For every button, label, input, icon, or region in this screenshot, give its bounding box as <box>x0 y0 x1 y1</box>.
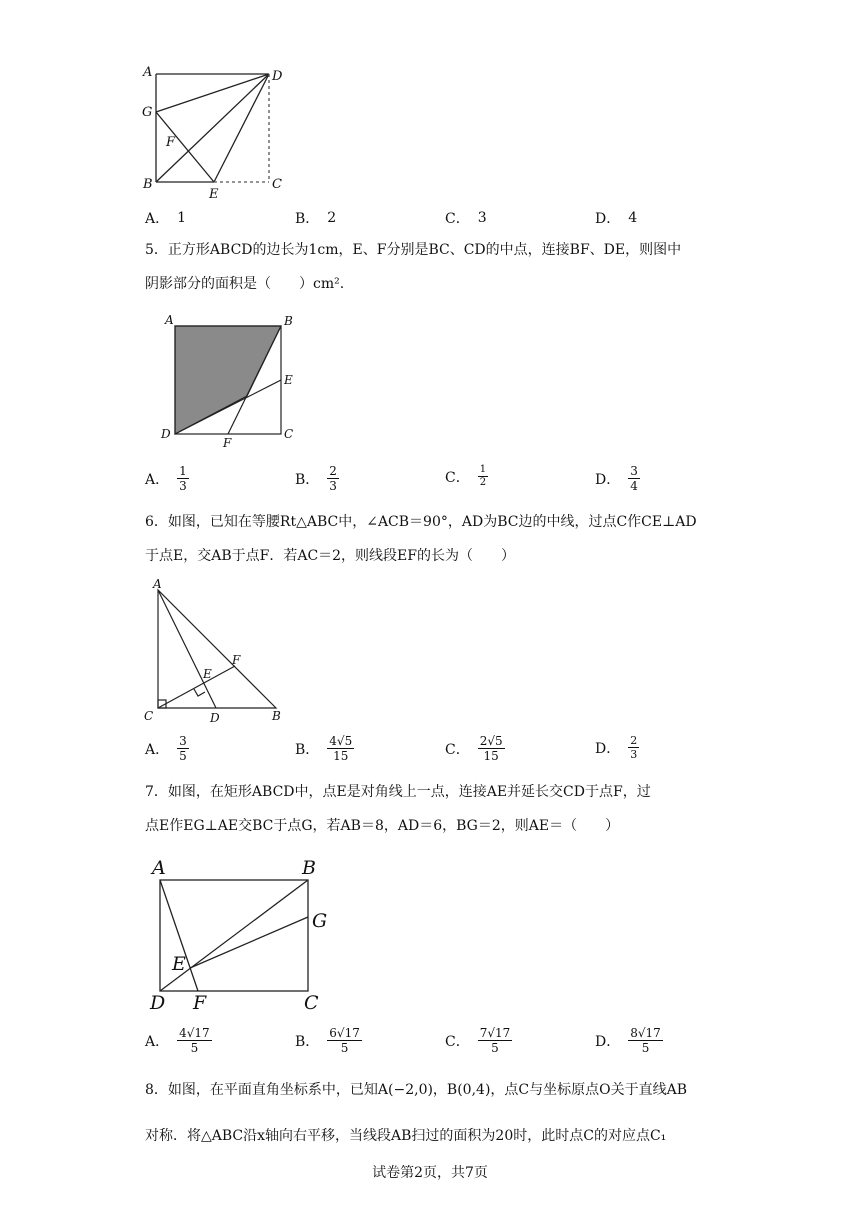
q4-label-C: C <box>272 177 282 192</box>
q6-question-line1: 6．如图，已知在等腰Rt△ABC中，∠ACB＝90°，AD为BC边的中线，过点C作CE⊥AD <box>145 514 697 530</box>
q7-label-B: B <box>302 857 316 879</box>
q6-option-b[interactable]: B． $\frac{4√5}{15}$ <box>295 734 353 763</box>
q4-option-d[interactable]: D． 4 <box>595 210 638 227</box>
q6-label-E: E <box>203 667 212 681</box>
q6-option-d[interactable]: D． $\frac{2}{3}$ <box>595 734 638 761</box>
q4-option-c[interactable]: C． 3 <box>445 210 487 227</box>
q4-label-G: G <box>142 105 153 120</box>
q5-question-line1: 5．正方形ABCD的边长为1cm，E、F分别是BC、CD的中点，连接BF、DE，则图中 <box>145 242 682 258</box>
q4-label-E: E <box>209 187 219 202</box>
q7-label-F: F <box>193 992 207 1014</box>
q7-label-E: E <box>172 953 186 975</box>
q5-option-a[interactable]: A． $\frac{1}{3}$ <box>145 464 187 493</box>
q7-option-c[interactable]: C． $\frac{7√17}{5}$ <box>445 1026 511 1055</box>
q6-label-F: F <box>232 653 241 667</box>
q5-label-E: E <box>284 373 293 387</box>
q6-label-D: D <box>210 711 220 725</box>
q4-option-a[interactable]: A． 1 <box>145 210 187 227</box>
q6-label-B: B <box>272 709 281 723</box>
q8-question-line1: 8．如图，在平面直角坐标系中，已知A(−2,0)，B(0,4)，点C与坐标原点O关于直线AB <box>145 1082 687 1098</box>
q5-label-B: B <box>284 314 293 328</box>
q7-question-line1: 7．如图，在矩形ABCD中，点E是对角线上一点，连接AE并延长交CD于点F，过 <box>145 784 651 800</box>
q7-label-G: G <box>312 910 328 932</box>
q5-label-D: D <box>161 427 171 441</box>
q7-option-b[interactable]: B． $\frac{6√17}{5}$ <box>295 1026 360 1055</box>
q5-label-A: A <box>165 313 174 327</box>
q7-figure <box>140 850 340 1015</box>
q5-option-b[interactable]: B． $\frac{2}{3}$ <box>295 464 337 493</box>
q6-figure <box>140 578 300 728</box>
q5-option-c[interactable]: C． $\frac{1}{2}$ <box>445 464 487 488</box>
q6-option-a[interactable]: A． $\frac{3}{5}$ <box>145 734 187 763</box>
page-footer: 试卷第2页，共7页 <box>372 1165 488 1181</box>
q8-question-line2: 对称．将△ABC沿x轴向右平移，当线段AB扫过的面积为20时，此时点C的对应点C₁ <box>145 1128 667 1144</box>
q6-option-c[interactable]: C． $\frac{2√5}{15}$ <box>445 734 503 763</box>
q5-label-C: C <box>284 427 294 441</box>
q6-label-C: C <box>144 709 154 723</box>
q7-option-a[interactable]: A． $\frac{4√17}{5}$ <box>145 1026 210 1055</box>
q6-question-line2: 于点E，交AB于点F．若AC＝2，则线段EF的长为（ ） <box>145 548 515 564</box>
q5-figure <box>155 310 305 455</box>
q4-label-F: F <box>166 135 176 150</box>
q6-label-A: A <box>153 578 162 591</box>
q4-option-b[interactable]: B． 2 <box>295 210 337 227</box>
q7-option-d[interactable]: D． $\frac{8√17}{5}$ <box>595 1026 661 1055</box>
q5-question-line2: 阴影部分的面积是（ ）cm². <box>145 276 345 292</box>
q7-label-C: C <box>304 992 319 1014</box>
q4-figure <box>136 62 296 202</box>
q5-label-F: F <box>223 436 232 450</box>
q5-option-d[interactable]: D． $\frac{3}{4}$ <box>595 464 638 493</box>
q7-label-D: D <box>150 992 166 1014</box>
q4-label-B: B <box>143 177 153 192</box>
q7-question-line2: 点E作EG⊥AE交BC于点G，若AB＝8，AD＝6，BG＝2，则AE＝（ ） <box>145 818 620 834</box>
q4-label-D: D <box>272 69 283 84</box>
q4-label-A: A <box>143 65 153 80</box>
q7-label-A: A <box>152 857 166 879</box>
